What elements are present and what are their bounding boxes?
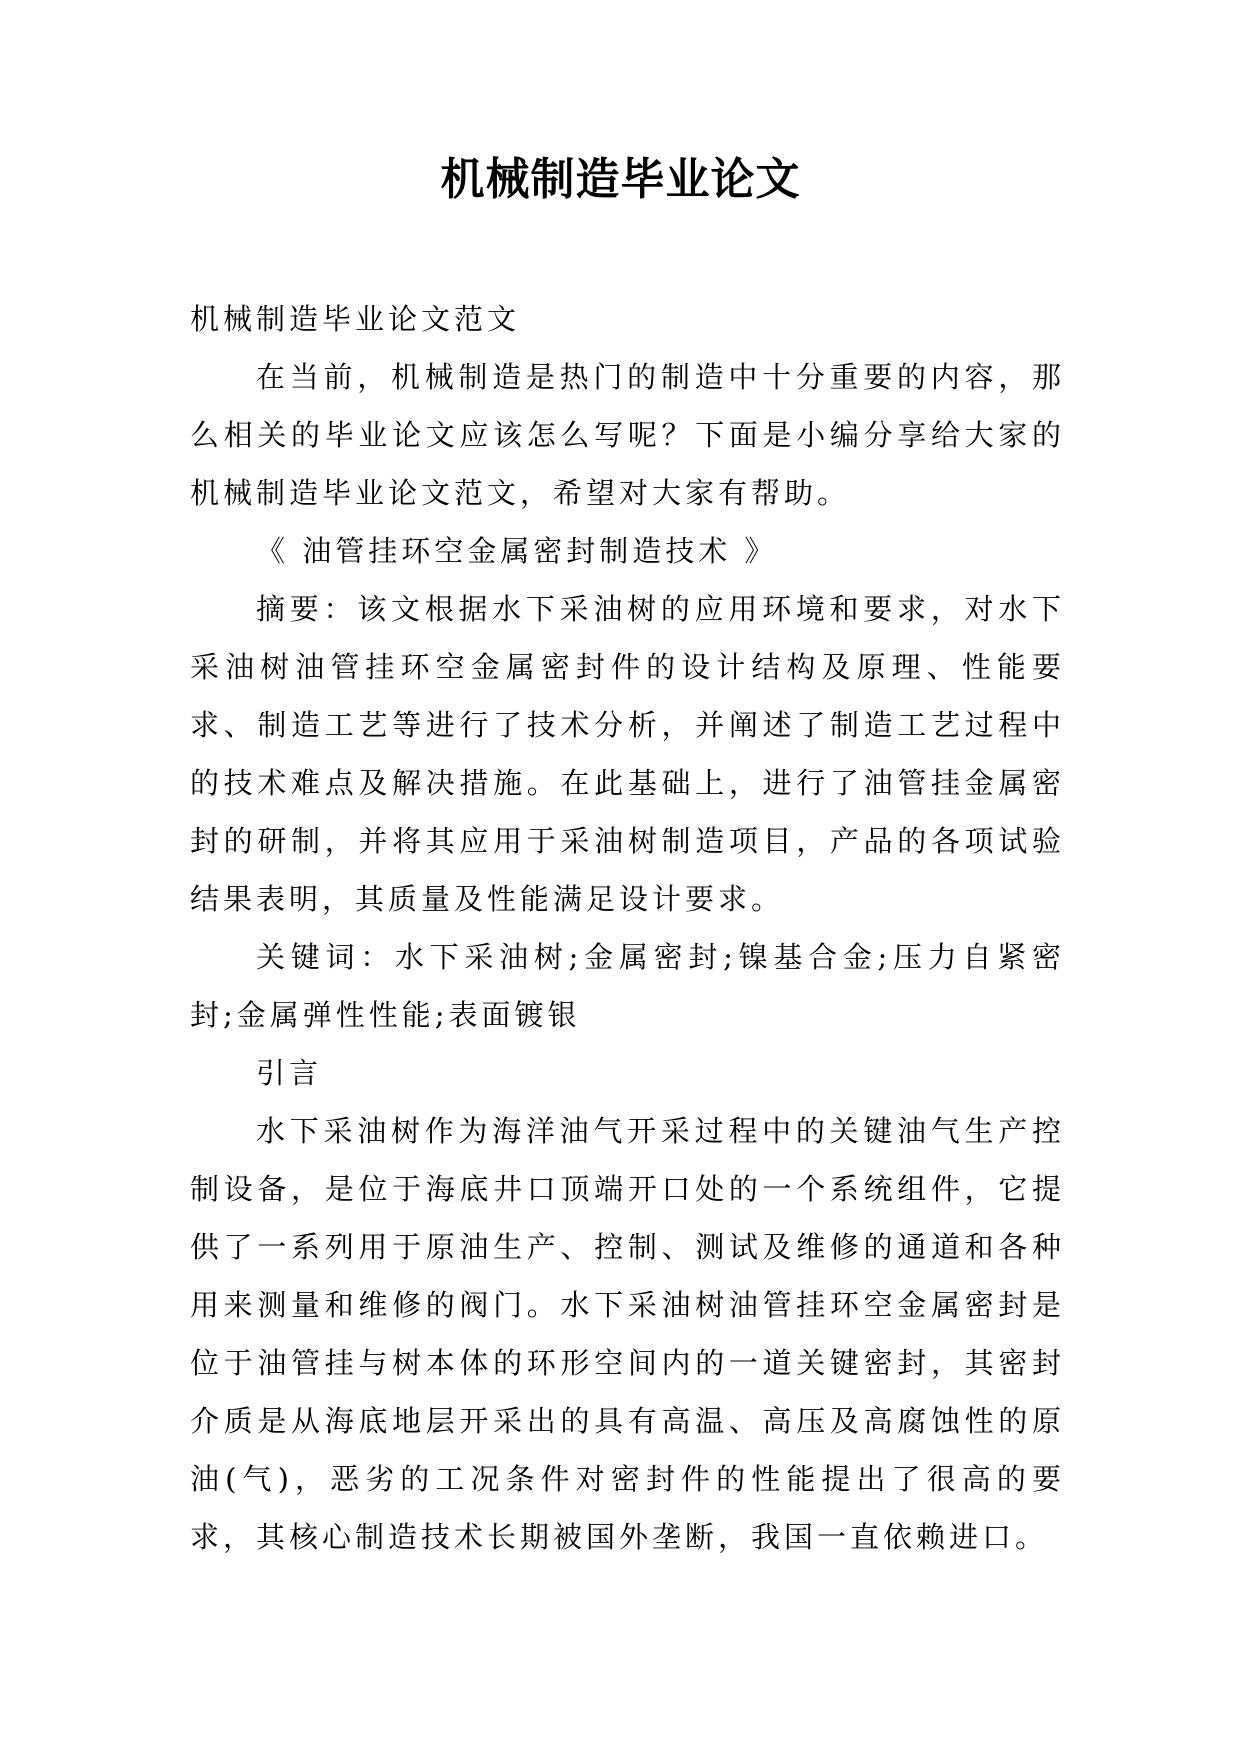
document-body: [190, 290, 1065, 1566]
intro-paragraph: 在当前，机械制造是热门的制造中十分重要的内容，那么相关的毕业论文应该怎么写呢？下面是小编分享给大家的机械制造毕业论文范文，希望对大家有帮助。: [190, 360, 1065, 510]
introduction-paragraph: 水下采油树作为海洋油气开采过程中的关键油气生产控制设备，是位于海底井口顶端开口处的一个系统组件，它提供了一系列用于原油生产、控制、测试及维修的通道和各种用来测量和维修的阀门。水下采油树油管挂环空金属密封是位于油管挂与树本体的环形空间内的一道关键密封，其密封介质是从海底地层开采出的具有高温、高压及高腐蚀性的原油(气)，恶劣的工况条件对密封件的性能提出了很高的要求，其核心制造技术长期被国外垄断，我国一直依赖进口。: [190, 1114, 1065, 1554]
subtitle-line: 机械制造毕业论文范文: [190, 302, 521, 336]
abstract-paragraph: 摘要：该文根据水下采油树的应用环境和要求，对水下采油树油管挂环空金属密封件的设计结构及原理、性能要求、制造工艺等进行了技术分析，并阐述了制造工艺过程中的技术难点及解决措施。在此基础上，进行了油管挂金属密封的研制，并将其应用于采油树制造项目，产品的各项试验结果表明，其质量及性能满足设计要求。: [190, 592, 1065, 916]
keywords-paragraph: 关键词：水下采油树;金属密封;镍基合金;压力自紧密封;金属弹性性能;表面镀银: [190, 940, 1065, 1032]
article-title: 《 油管挂环空金属密封制造技术 》: [256, 534, 778, 568]
document-title: 机械制造毕业论文: [440, 154, 801, 205]
section-heading-introduction: 引言: [256, 1056, 323, 1090]
